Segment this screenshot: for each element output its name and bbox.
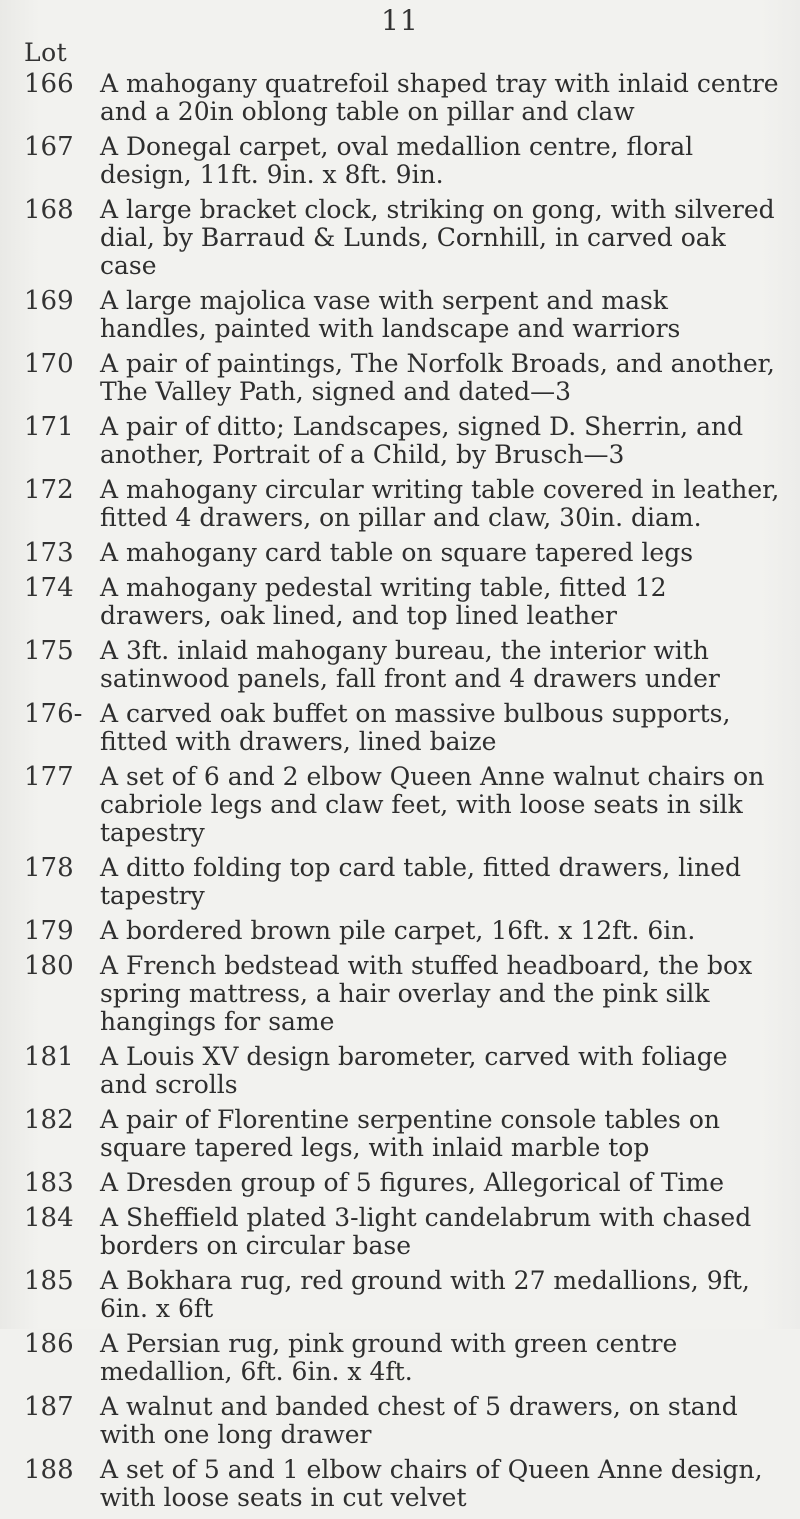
- lot-number: 175: [24, 636, 74, 666]
- lot-description: A mahogany card table on square tapered legs: [100, 538, 694, 567]
- page-number: 11: [381, 4, 419, 37]
- lot-number: 177: [24, 762, 74, 792]
- lot-number: 182: [24, 1105, 74, 1135]
- lot-entry: [0, 574, 800, 637]
- lot-entry: [0, 1043, 800, 1106]
- lot-number: 168: [24, 195, 74, 225]
- lot-number: 188: [24, 1455, 74, 1485]
- lot-number: 186: [24, 1329, 74, 1359]
- lot-number: 173: [24, 538, 74, 568]
- lot-description: A Sheffield plated 3-light candelabrum with chased borders on circular base: [100, 1203, 752, 1260]
- lot-description: A Dresden group of 5 figures, Allegorical of Time: [100, 1168, 724, 1197]
- lot-entry: [0, 1267, 800, 1330]
- lot-entry: [0, 1393, 800, 1456]
- lot-number: 167: [24, 132, 74, 162]
- lot-description: A walnut and banded chest of 5 drawers, on stand with one long drawer: [100, 1392, 738, 1449]
- lot-description: A carved oak buffet on massive bulbous supports, fitted with drawers, lined baize: [100, 699, 731, 756]
- lot-description: A set of 5 and 1 elbow chairs of Queen Anne design, with loose seats in cut velvet: [100, 1455, 763, 1512]
- lot-description: A 3ft. inlaid mahogany bureau, the interior with satinwood panels, fall front and 4 drawers under: [100, 636, 720, 693]
- lot-list: [0, 70, 800, 1519]
- lot-entry: [0, 1330, 800, 1393]
- lot-number: 181: [24, 1042, 74, 1072]
- lot-entry: [0, 637, 800, 700]
- lot-number: 179: [24, 916, 74, 946]
- lot-description: A Bokhara rug, red ground with 27 medallions, 9ft, 6in. x 6ft: [100, 1266, 750, 1323]
- lot-description: A Donegal carpet, oval medallion centre, floral design, 11ft. 9in. x 8ft. 9in.: [100, 132, 694, 189]
- lot-description: A pair of paintings, The Norfolk Broads, and another, The Valley Path, signed and dated—3: [100, 349, 775, 406]
- lot-entry: [0, 1106, 800, 1169]
- lot-entry: [0, 763, 800, 854]
- lot-number: 178: [24, 853, 74, 883]
- lot-description: A ditto folding top card table, fitted drawers, lined tapestry: [100, 853, 742, 910]
- lot-column-header: Lot: [24, 38, 68, 67]
- lot-number: 170: [24, 349, 74, 379]
- lot-description: A bordered brown pile carpet, 16ft. x 12ft. 6in.: [100, 916, 696, 945]
- lot-entry: [0, 476, 800, 539]
- lot-number: 172: [24, 475, 74, 505]
- lot-description: A mahogany circular writing table covered in leather, fitted 4 drawers, on pillar and claw, 30in. diam.: [100, 475, 780, 532]
- lot-entry: [0, 1204, 800, 1267]
- lot-description: A Louis XV design barometer, carved with foliage and scrolls: [100, 1042, 728, 1099]
- lot-entry: [0, 196, 800, 287]
- lot-number: 183: [24, 1168, 74, 1198]
- lot-description: A large bracket clock, striking on gong, with silvered dial, by Barraud & Lunds, Cornhill, in carved oak case: [100, 195, 775, 280]
- lot-entry: [0, 70, 800, 133]
- lot-entry: [0, 287, 800, 350]
- lot-description: A set of 6 and 2 elbow Queen Anne walnut chairs on cabriole legs and claw feet, with loose seats in silk tapestry: [100, 762, 765, 847]
- lot-entry: [0, 350, 800, 413]
- lot-description: A Persian rug, pink ground with green centre medallion, 6ft. 6in. x 4ft.: [100, 1329, 678, 1386]
- lot-description: A pair of Florentine serpentine console tables on square tapered legs, with inlaid marble top: [100, 1105, 720, 1162]
- lot-number: 171: [24, 412, 74, 442]
- lot-entry: [0, 854, 800, 917]
- lot-number: 185: [24, 1266, 74, 1296]
- lot-number: 166: [24, 69, 74, 99]
- lot-number: 176-: [24, 699, 83, 729]
- lot-description: A French bedstead with stuffed headboard, the box spring mattress, a hair overlay and the pink silk hangings for same: [100, 951, 753, 1036]
- lot-entry: [0, 700, 800, 763]
- lot-description: A large majolica vase with serpent and mask handles, painted with landscape and warriors: [100, 286, 681, 343]
- lot-entry: [0, 133, 800, 196]
- lot-description: A pair of ditto; Landscapes, signed D. Sherrin, and another, Portrait of a Child, by Brusch—3: [100, 412, 744, 469]
- lot-entry: [0, 917, 800, 952]
- lot-entry: [0, 539, 800, 574]
- lot-entry: [0, 952, 800, 1043]
- lot-number: 169: [24, 286, 74, 316]
- lot-description: A mahogany pedestal writing table, fitted 12 drawers, oak lined, and top lined leather: [100, 573, 667, 630]
- lot-entry: [0, 1456, 800, 1519]
- lot-entry: [0, 413, 800, 476]
- lot-number: 180: [24, 951, 74, 981]
- lot-entry: [0, 1169, 800, 1204]
- lot-description: A mahogany quatrefoil shaped tray with inlaid centre and a 20in oblong table on pillar and claw: [100, 69, 779, 126]
- lot-number: 187: [24, 1392, 74, 1422]
- lot-number: 174: [24, 573, 74, 603]
- lot-number: 184: [24, 1203, 74, 1233]
